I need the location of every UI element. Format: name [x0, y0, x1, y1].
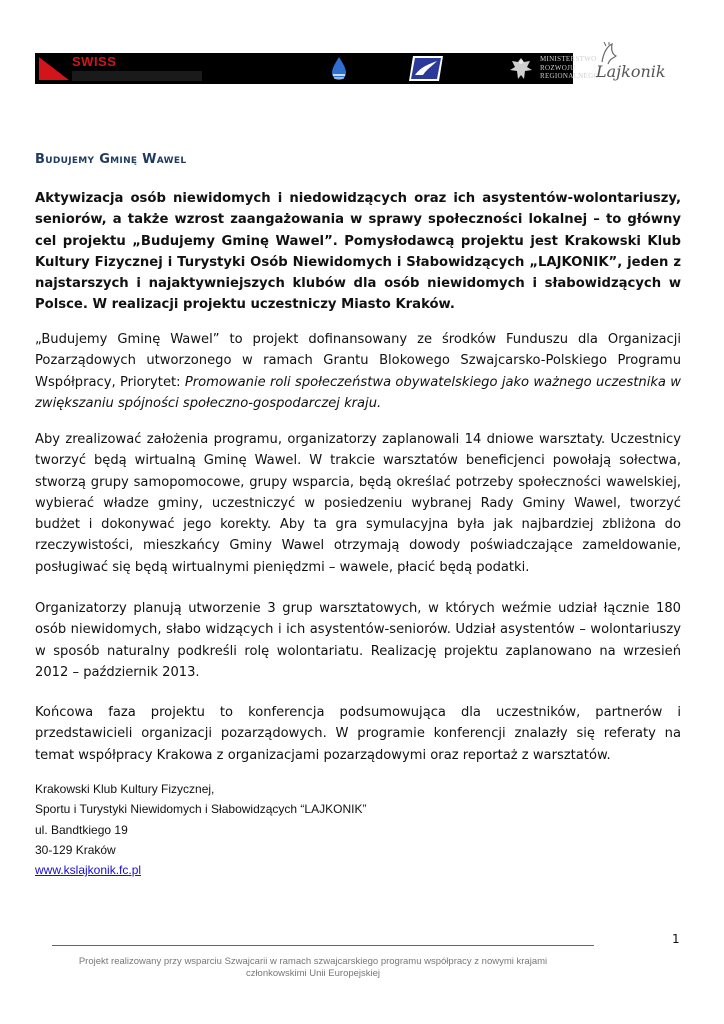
lead-paragraph: Aktywizacja osób niewidomych i niedowidzących oraz ich asystentów-wolontariuszy, seniorów, a także wzrost zaangażowania w sprawy społeczności lokalnej – to główny cel projektu „Budujemy Gminę Wawel”. Pomysłodawcą projektu jest Krakowski Klub Kultury Fizycznej i Turystyki Osób Niewidomych i Słabowidzących „LAJKONIK”, jeden z najstarszych i najaktywniejszych klubów dla osób niewidomych i słabowidzących w Polsce. W realizacji projektu uczestniczy Miasto Kraków. [35, 191, 681, 313]
footer-divider [52, 945, 594, 946]
logo-banner [35, 53, 599, 84]
ministry-line: MINISTERSTWO [540, 55, 597, 63]
funding-paragraph [35, 329, 681, 414]
swiss-logo-bar [72, 71, 202, 81]
swiss-cross-logo-icon [39, 57, 69, 80]
document-title: Budujemy Gminę Wawel [35, 152, 187, 167]
groups-paragraph: Organizatorzy planują utworzenie 3 grup warsztatowych, w których weźmie udział łącznie 180 osób niewidomych, słabo widzących i ich asystentów-seniorów. Udział asystentów – wolontariuszy w sposób naturalny podkreśli rolę wolontariatu. Realizację projektu zaplanowano na wrzesień 2012 – październik 2013. [35, 601, 681, 680]
workshop-paragraph: Aby zrealizować założenia programu, organizatorzy zaplanowali 14 dniowe warsztaty. Uczestnicy tworzyć będą wirtualną Gminę Wawel. W trakcie warsztatów beneficjenci powołają sołectwa, stworzą grupy samopomocowe, grupy wsparcia, będą określać potrzeby społeczności wawelskiej, wybierać władze gminy, uczestniczyć w posiedzeniu wybranej Rady Gminy Wawel, tworzyć budżet i dokonywać jego korekty. Aby ta gra symulacyjna była jak najbardziej zbliżona do rzeczywistości, mieszkańcy Gminy Wawel otrzymają dowody poświadczające zameldowanie, posługiwać się będą wirtualnymi pieniędzmi – wawele, płacić będą podatki. [35, 432, 681, 575]
eagle-emblem-icon [508, 56, 534, 82]
address-line: Sportu i Turystyki Niewidomych i Słabowidzących “LAJKONIK” [35, 802, 367, 817]
swiss-logo-text: SWISS [72, 54, 117, 69]
address-city: 30-129 Kraków [35, 842, 116, 857]
priority-italic-text: Promowanie roli społeczeństwa obywatelskiego jako ważnego uczestnika w zwiększaniu spójności społeczno-gospodarczej kraju. [35, 374, 682, 411]
lajkonik-logo-text: Lajkonik [596, 62, 666, 81]
funding-text: „Budujemy Gminę Wawel” to projekt dofinansowany ze środków Funduszu dla Organizacji Pozarządowych utworzonego w ramach Grantu Blokowego Szwajcarsko-Polskiego Programu Współpracy, Priorytet: [35, 332, 681, 390]
page-number: 1 [672, 932, 680, 946]
address-line: Krakowski Klub Kultury Fizycznej, [35, 782, 215, 796]
ministry-line: REGIONALNEGO [540, 72, 599, 80]
conference-paragraph: Końcowa faza projektu to konferencja podsumowująca dla uczestników, partnerów i przedstawicieli organizacji pozarządowych. W programie konferencji znalazły się referaty na temat współpracy Krakowa z organizacjami pozarządowymi oraz reportaż z warsztatów. [35, 705, 681, 763]
ministry-line: ROZWOJU [540, 63, 576, 72]
website-link[interactable]: www.kslajkonik.fc.pl [35, 863, 142, 878]
address-street: ul. Bandtkiego 19 [35, 822, 128, 837]
footer-note: Projekt realizowany przy wsparciu Szwajcarii w ramach szwajcarskiego programu współpracy z nowymi krajami członkowskimi Unii Europejskiej [78, 956, 548, 979]
address-block [35, 779, 366, 880]
bird-logo-icon [409, 55, 445, 82]
water-drop-logo-icon [327, 56, 351, 82]
